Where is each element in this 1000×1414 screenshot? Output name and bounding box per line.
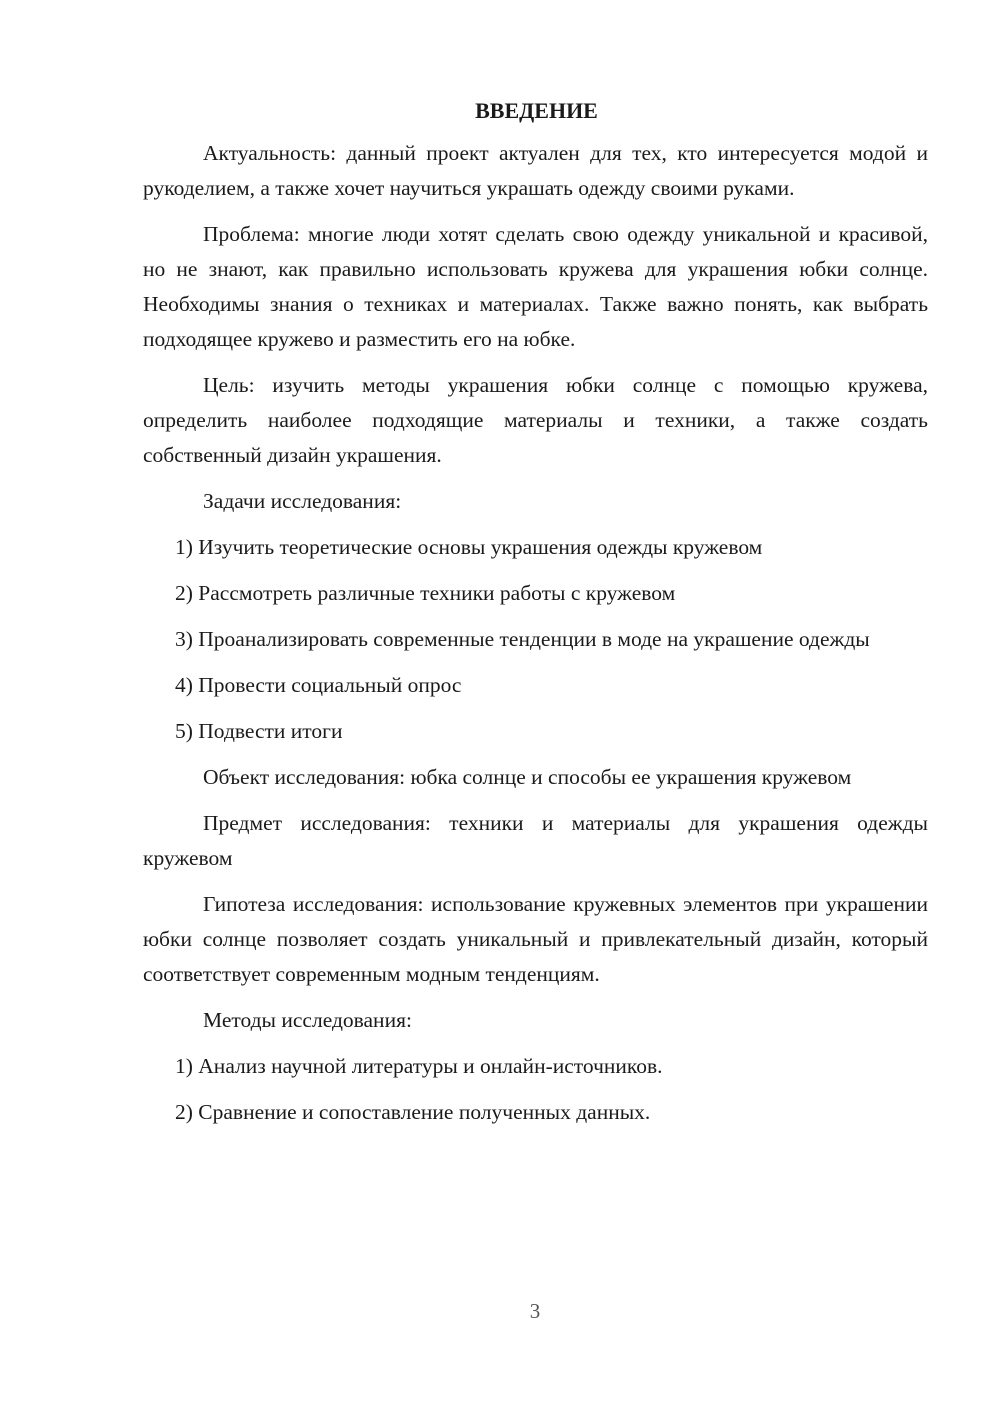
method-item: 1) Анализ научной литературы и онлайн-источников. <box>175 1054 663 1078</box>
relevance-paragraph: Актуальность: данный проект актуален для тех, кто интересуется модой и рукоделием, а также хочет научиться украшать одежду своими руками. <box>143 141 928 200</box>
tasks-list <box>143 530 928 749</box>
problem-paragraph: Проблема: многие люди хотят сделать свою одежду уникальной и красивой, но не знают, как правильно использовать кружева для украшения юбки солнце. Необходимы знания о техниках и материалах. Также важно понять, как выбрать подходящее кружево и разместить его на юбке. <box>143 222 928 351</box>
methods-list <box>143 1049 928 1130</box>
document-page <box>143 96 928 1141</box>
object-paragraph: Объект исследования: юбка солнце и способы ее украшения кружевом <box>203 765 852 789</box>
goal-paragraph: Цель: изучить методы украшения юбки солнце с помощью кружева, определить наиболее подходящие материалы и техники, а также создать собственный дизайн украшения. <box>143 373 928 467</box>
task-item: 3) Проанализировать современные тенденции в моде на украшение одежды <box>175 627 870 651</box>
task-item: 1) Изучить теоретические основы украшения одежды кружевом <box>175 535 763 559</box>
tasks-heading: Задачи исследования: <box>203 489 402 513</box>
task-item: 5) Подвести итоги <box>175 719 343 743</box>
page-number: 3 <box>529 1299 541 1323</box>
task-item: 4) Провести социальный опрос <box>175 673 462 697</box>
subject-paragraph: Предмет исследования: техники и материалы для украшения одежды кружевом <box>143 811 928 870</box>
hypothesis-paragraph: Гипотеза исследования: использование кружевных элементов при украшении юбки солнце позволяет создать уникальный и привлекательный дизайн, который соответствует современным модным тенденциям. <box>143 892 928 986</box>
methods-heading: Методы исследования: <box>203 1008 412 1032</box>
section-title: ВВЕДЕНИЕ <box>475 98 598 123</box>
method-item: 2) Сравнение и сопоставление полученных данных. <box>175 1100 651 1124</box>
task-item: 2) Рассмотреть различные техники работы с кружевом <box>175 581 676 605</box>
